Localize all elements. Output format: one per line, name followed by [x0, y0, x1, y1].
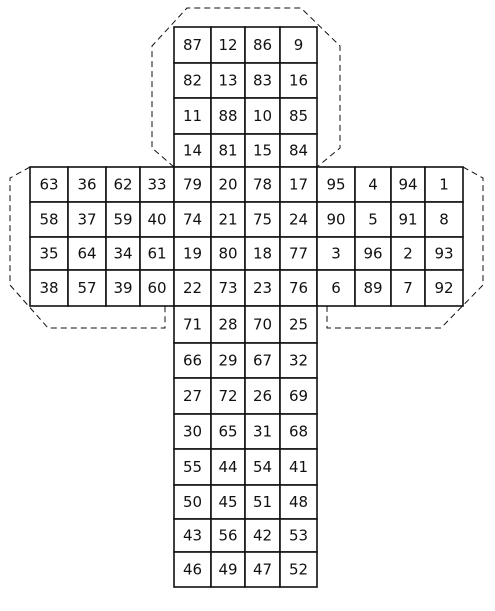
cell-number: 83	[252, 71, 273, 90]
cell-number: 93	[434, 244, 454, 263]
cell-number: 56	[218, 526, 238, 545]
cell-number: 19	[182, 244, 203, 263]
cell-number: 90	[326, 210, 346, 229]
cell-number: 39	[113, 279, 133, 297]
cell-number: 66	[182, 351, 203, 370]
cell-number: 95	[326, 175, 346, 194]
cell-number: 73	[218, 279, 238, 297]
cell-number: 63	[39, 175, 59, 194]
cell-number: 45	[218, 493, 238, 511]
cell-number: 21	[218, 210, 238, 229]
cell-number: 7	[403, 279, 413, 297]
cell-number: 50	[182, 493, 203, 511]
cell-number: 8	[439, 210, 449, 229]
cell-number: 41	[288, 458, 309, 476]
cell-number: 28	[218, 315, 238, 334]
cell-number: 81	[218, 141, 238, 160]
cell-number: 58	[39, 210, 59, 229]
cell-number: 24	[288, 210, 309, 229]
cell-number: 74	[182, 210, 203, 229]
cell-number: 75	[252, 210, 273, 229]
cell-number: 85	[288, 107, 309, 125]
cell-number: 13	[218, 71, 238, 90]
left-face	[30, 167, 174, 306]
cell-number: 53	[288, 526, 309, 545]
cell-number: 4	[368, 175, 378, 194]
back-face	[174, 449, 317, 587]
cell-number: 61	[147, 244, 167, 263]
cell-number: 88	[218, 107, 238, 125]
cell-number: 69	[288, 387, 309, 405]
cell-number: 76	[288, 279, 309, 297]
cell-number: 26	[252, 387, 273, 405]
cell-number: 16	[288, 71, 309, 90]
cell-number: 20	[218, 175, 238, 194]
cell-number: 67	[252, 351, 273, 370]
cell-number: 18	[252, 244, 273, 263]
cell-number: 27	[182, 387, 203, 405]
cell-number: 94	[398, 175, 418, 194]
cell-number: 22	[182, 279, 203, 297]
cell-number: 49	[218, 560, 238, 579]
cell-number: 55	[182, 458, 203, 476]
cell-number: 54	[252, 458, 273, 476]
cell-number: 33	[147, 175, 167, 194]
cell-number: 59	[113, 210, 133, 229]
cell-number: 12	[218, 36, 238, 54]
cell-number: 40	[147, 210, 167, 229]
cell-number: 72	[218, 387, 238, 405]
cell-number: 11	[182, 107, 203, 125]
cell-number: 25	[288, 315, 309, 334]
front-face	[174, 167, 317, 306]
cell-number: 68	[288, 422, 309, 441]
right-face	[317, 167, 463, 306]
cell-number: 36	[77, 175, 97, 194]
cell-number: 60	[147, 279, 167, 297]
cell-number: 87	[182, 36, 203, 54]
cell-number: 5	[368, 210, 378, 229]
cell-number: 35	[39, 244, 59, 263]
top-face	[174, 27, 317, 167]
cell-number: 62	[113, 175, 133, 194]
cell-number: 86	[252, 36, 273, 54]
cell-number: 1	[439, 175, 449, 194]
cell-number: 52	[288, 560, 309, 579]
cell-number: 46	[182, 560, 203, 579]
cell-number: 80	[218, 244, 238, 263]
cell-number: 65	[218, 422, 238, 441]
cell-number: 9	[293, 36, 304, 54]
cell-number: 32	[288, 351, 309, 370]
cell-number: 38	[39, 279, 59, 297]
cell-number: 57	[77, 279, 97, 297]
cell-number: 64	[77, 244, 97, 263]
cell-number: 82	[182, 71, 203, 90]
cell-number: 71	[182, 315, 203, 334]
cell-number: 89	[363, 279, 383, 297]
cell-number: 70	[252, 315, 273, 334]
cell-number: 51	[252, 493, 273, 511]
cell-number: 3	[331, 244, 341, 263]
cell-number: 78	[252, 175, 273, 194]
cell-number: 29	[218, 351, 238, 370]
cell-number: 91	[398, 210, 418, 229]
cell-number: 15	[252, 141, 273, 160]
number-grid	[30, 27, 463, 587]
bottom-face	[174, 306, 317, 449]
cell-number: 34	[113, 244, 133, 263]
cell-number: 31	[252, 422, 273, 441]
cell-number: 14	[182, 141, 203, 160]
cell-number: 77	[288, 244, 309, 263]
cell-number: 48	[288, 493, 309, 511]
cell-number: 37	[77, 210, 97, 229]
cell-number: 79	[182, 175, 203, 194]
cell-number: 17	[288, 175, 309, 194]
cell-number: 10	[252, 107, 273, 125]
cell-number: 23	[252, 279, 273, 297]
cell-number: 47	[252, 560, 273, 579]
cell-number: 6	[331, 279, 341, 297]
cell-number: 43	[182, 526, 203, 545]
cell-number: 30	[182, 422, 203, 441]
cell-number: 42	[252, 526, 273, 545]
cell-number: 44	[218, 458, 238, 476]
cell-number: 92	[434, 279, 454, 297]
cell-number: 2	[403, 244, 413, 263]
cell-number: 84	[288, 141, 309, 160]
cell-number: 96	[363, 244, 383, 263]
